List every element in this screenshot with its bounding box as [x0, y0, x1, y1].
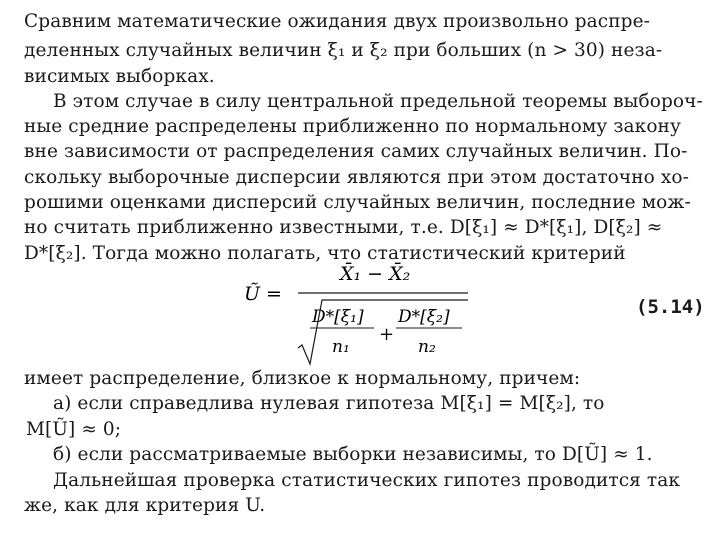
- text-line-1: Сравним математические ожидания двух произвольно распре-: [24, 11, 651, 32]
- text-line-6: вне зависимости от распределения самих случайных величин. По-: [24, 141, 688, 162]
- text-line-5: ные средние распределены приближенно по нормальному закону: [24, 116, 681, 137]
- text-line-3: висимых выборках.: [24, 66, 215, 87]
- text-line-10: D*[ξ₂]. Тогда можно полагать, что статистический критерий: [24, 243, 626, 264]
- text-line-8: рошими оценками дисперсий случайных величин, последние мож-: [24, 192, 691, 213]
- text-line-2: деленных случайных величин ξ₁ и ξ₂ при больших (n > 30) неза-: [24, 40, 663, 61]
- formula-plus: +: [379, 324, 395, 345]
- equation-number: (5.14): [636, 296, 705, 318]
- term2-denominator: n₂: [418, 337, 436, 357]
- text-line-14: б) если рассматриваемые выборки независимы, то D[Ũ] ≈ 1.: [53, 444, 653, 465]
- text-line-7: скольку выборочные дисперсии являются при этом достаточно хо-: [24, 167, 690, 188]
- term1-numerator: D*[ξ₁]: [312, 307, 364, 327]
- text-line-11: имеет распределение, близкое к нормальному, причем:: [24, 368, 581, 389]
- term1-denominator: n₁: [332, 337, 350, 357]
- term2-numerator: D*[ξ₂]: [398, 307, 450, 327]
- text-line-4: В этом случае в силу центральной предельной теоремы выбороч-: [53, 91, 703, 112]
- text-line-16: же, как для критерия U.: [24, 495, 266, 516]
- text-line-9: но считать приближенно известными, т.е. D[ξ₁] ≈ D*[ξ₁], D[ξ₂] ≈: [24, 217, 663, 238]
- formula-lhs: Ũ =: [244, 283, 282, 305]
- formula-5-14: [240, 262, 480, 366]
- text-line-15: Дальнейшая проверка статистических гипотез проводится так: [53, 470, 681, 491]
- text-line-13: M[Ũ] ≈ 0;: [26, 419, 122, 440]
- formula-numerator: X̄₁ − X̄₂: [340, 263, 411, 285]
- text-line-12: а) если справедлива нулевая гипотеза M[ξ₁] = M[ξ₂], то: [53, 393, 605, 414]
